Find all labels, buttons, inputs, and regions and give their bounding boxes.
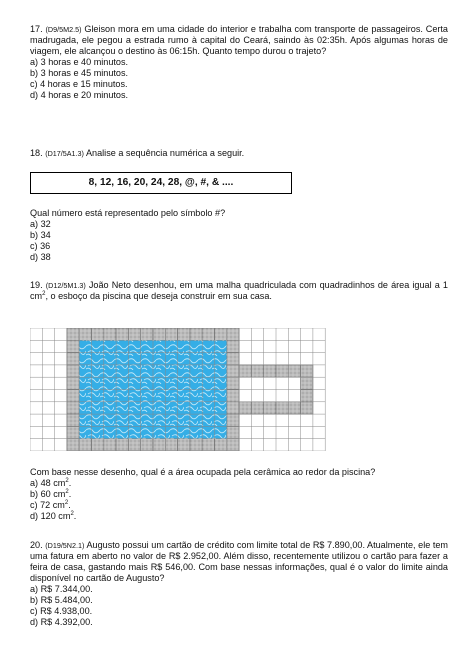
question-18	[30, 148, 448, 159]
option-c[interactable]: c) 4 horas e 15 minutos.	[30, 79, 128, 90]
ceramic-tile	[116, 439, 128, 451]
question-code: (D9/5M2.5)	[45, 25, 82, 34]
question-19-text: 19. (D12/5M1.3) João Neto desenhou, em uma malha quadriculada com quadradinhos de área igual a 1 $cm^2$, o esboço da piscina que deseja construir em sua casa.	[30, 280, 448, 302]
option-c[interactable]: c) 72 $cm^2$.	[30, 500, 71, 511]
ceramic-tile	[67, 439, 79, 451]
question-17-text: 17. (D9/5M2.5) Gleison mora em uma cidade do interior e trabalha com transporte de passageiros. Certa madrugada, ele pegou a estrada rumo à capital do Ceará, saindo às 02:35h. Após algumas horas de viagem, ele alcançou o destino às 06:15h. Quanto tempo durou o trajeto?	[30, 24, 448, 57]
ceramic-tile	[202, 328, 214, 340]
ceramic-tile	[301, 402, 313, 414]
question-18-text: 18. (D17/5A1.3) Analise a sequência numérica a seguir.	[30, 148, 245, 158]
ceramic-tile	[178, 439, 190, 451]
question-code: (D12/5M1.3)	[45, 281, 86, 290]
ceramic-tile	[128, 328, 140, 340]
ceramic-tile	[67, 414, 79, 426]
option-b[interactable]: b) R$ 5.484,00.	[30, 595, 93, 606]
ceramic-tile	[227, 353, 239, 365]
question-18-question: Qual número está representado pelo símbolo #?	[30, 208, 226, 218]
ceramic-tile	[215, 328, 227, 340]
ceramic-tile	[288, 402, 300, 414]
ceramic-tile	[264, 402, 276, 414]
option-b[interactable]: b) 60 $cm^2$.	[30, 489, 72, 500]
ceramic-tile	[67, 390, 79, 402]
ceramic-tile	[67, 328, 79, 340]
options-20	[30, 584, 448, 628]
option-b[interactable]: b) 34	[30, 230, 51, 241]
option-a[interactable]: a) 48 $cm^2$.	[30, 478, 72, 489]
ceramic-tile	[116, 328, 128, 340]
ceramic-tile	[67, 377, 79, 389]
question-code: (D19/5N2.1)	[45, 541, 85, 550]
ceramic-tile	[141, 439, 153, 451]
question-20-text: 20. (D19/5N2.1) Augusto possui um cartão de crédito com limite total de R$ 7.890,00. Atualmente, ele tem uma fatura em aberto no valor de R$ 2.952,00. Além disso, recentemente utilizou o cartão para fazer a feira de casa, gastando mais R$ 546,00. Com base nessas informações, qual é o valor do limite ainda disponível no cartão de Augusto?	[30, 540, 449, 584]
ceramic-tile	[153, 439, 165, 451]
option-d[interactable]: d) 120 $cm^2$.	[30, 511, 77, 522]
ceramic-tile	[190, 439, 202, 451]
ceramic-tile	[276, 365, 288, 377]
option-d[interactable]: d) 4 horas e 20 minutos.	[30, 90, 129, 101]
ceramic-tile	[251, 402, 263, 414]
option-c[interactable]: c) R$ 4.938,00.	[30, 606, 93, 617]
options-19	[30, 478, 448, 522]
option-a[interactable]: a) 32	[30, 219, 51, 230]
ceramic-tile	[92, 328, 104, 340]
ceramic-tile	[301, 377, 313, 389]
option-d[interactable]: d) 38	[30, 252, 51, 263]
ceramic-tile	[227, 377, 239, 389]
ceramic-tile	[79, 439, 91, 451]
question-code: (D17/5A1.3)	[45, 149, 84, 158]
ceramic-tile	[276, 402, 288, 414]
ceramic-tile	[202, 439, 214, 451]
option-d[interactable]: d) R$ 4.392,00.	[30, 617, 93, 628]
ceramic-tile	[67, 353, 79, 365]
option-b[interactable]: b) 3 horas e 45 minutos.	[30, 68, 129, 79]
ceramic-tile	[153, 328, 165, 340]
ceramic-tile	[251, 365, 263, 377]
options-18	[30, 219, 448, 263]
options-17	[30, 57, 448, 101]
ceramic-tile	[178, 328, 190, 340]
ceramic-tile	[301, 390, 313, 402]
ceramic-tile	[165, 439, 177, 451]
ceramic-tile	[67, 426, 79, 438]
question-17	[30, 24, 448, 101]
question-20	[30, 540, 448, 628]
ceramic-tile	[227, 340, 239, 352]
option-a[interactable]: a) 3 horas e 40 minutos.	[30, 57, 129, 68]
ceramic-tile	[288, 365, 300, 377]
ceramic-tile	[227, 402, 239, 414]
ceramic-tile	[301, 365, 313, 377]
ceramic-tile	[104, 439, 116, 451]
option-c[interactable]: c) 36	[30, 241, 51, 252]
ceramic-tile	[128, 439, 140, 451]
ceramic-tile	[67, 365, 79, 377]
question-19-question: Com base nesse desenho, qual é a área ocupada pela cerâmica ao redor da piscina?	[30, 467, 376, 477]
ceramic-tile	[227, 390, 239, 402]
ceramic-tile	[79, 328, 91, 340]
ceramic-tile	[227, 365, 239, 377]
ceramic-tile	[67, 402, 79, 414]
ceramic-tile	[165, 328, 177, 340]
ceramic-tile	[227, 426, 239, 438]
ceramic-tile	[104, 328, 116, 340]
question-18-body	[30, 208, 448, 263]
question-19-body	[30, 467, 448, 522]
ceramic-tile	[67, 340, 79, 352]
question-19	[30, 280, 448, 302]
ceramic-tile	[239, 365, 251, 377]
ceramic-tile	[215, 439, 227, 451]
ceramic-tile	[264, 365, 276, 377]
ceramic-tile	[227, 328, 239, 340]
ceramic-tile	[141, 328, 153, 340]
ceramic-tile	[92, 439, 104, 451]
sequence-box: 8, 12, 16, 20, 24, 28, @, #, & ....	[30, 172, 292, 194]
pool-grid-drawing	[30, 328, 326, 451]
ceramic-tile	[227, 414, 239, 426]
ceramic-tile	[239, 402, 251, 414]
ceramic-tile	[190, 328, 202, 340]
ceramic-tile	[227, 439, 239, 451]
option-a[interactable]: a) R$ 7.344,00.	[30, 584, 93, 595]
